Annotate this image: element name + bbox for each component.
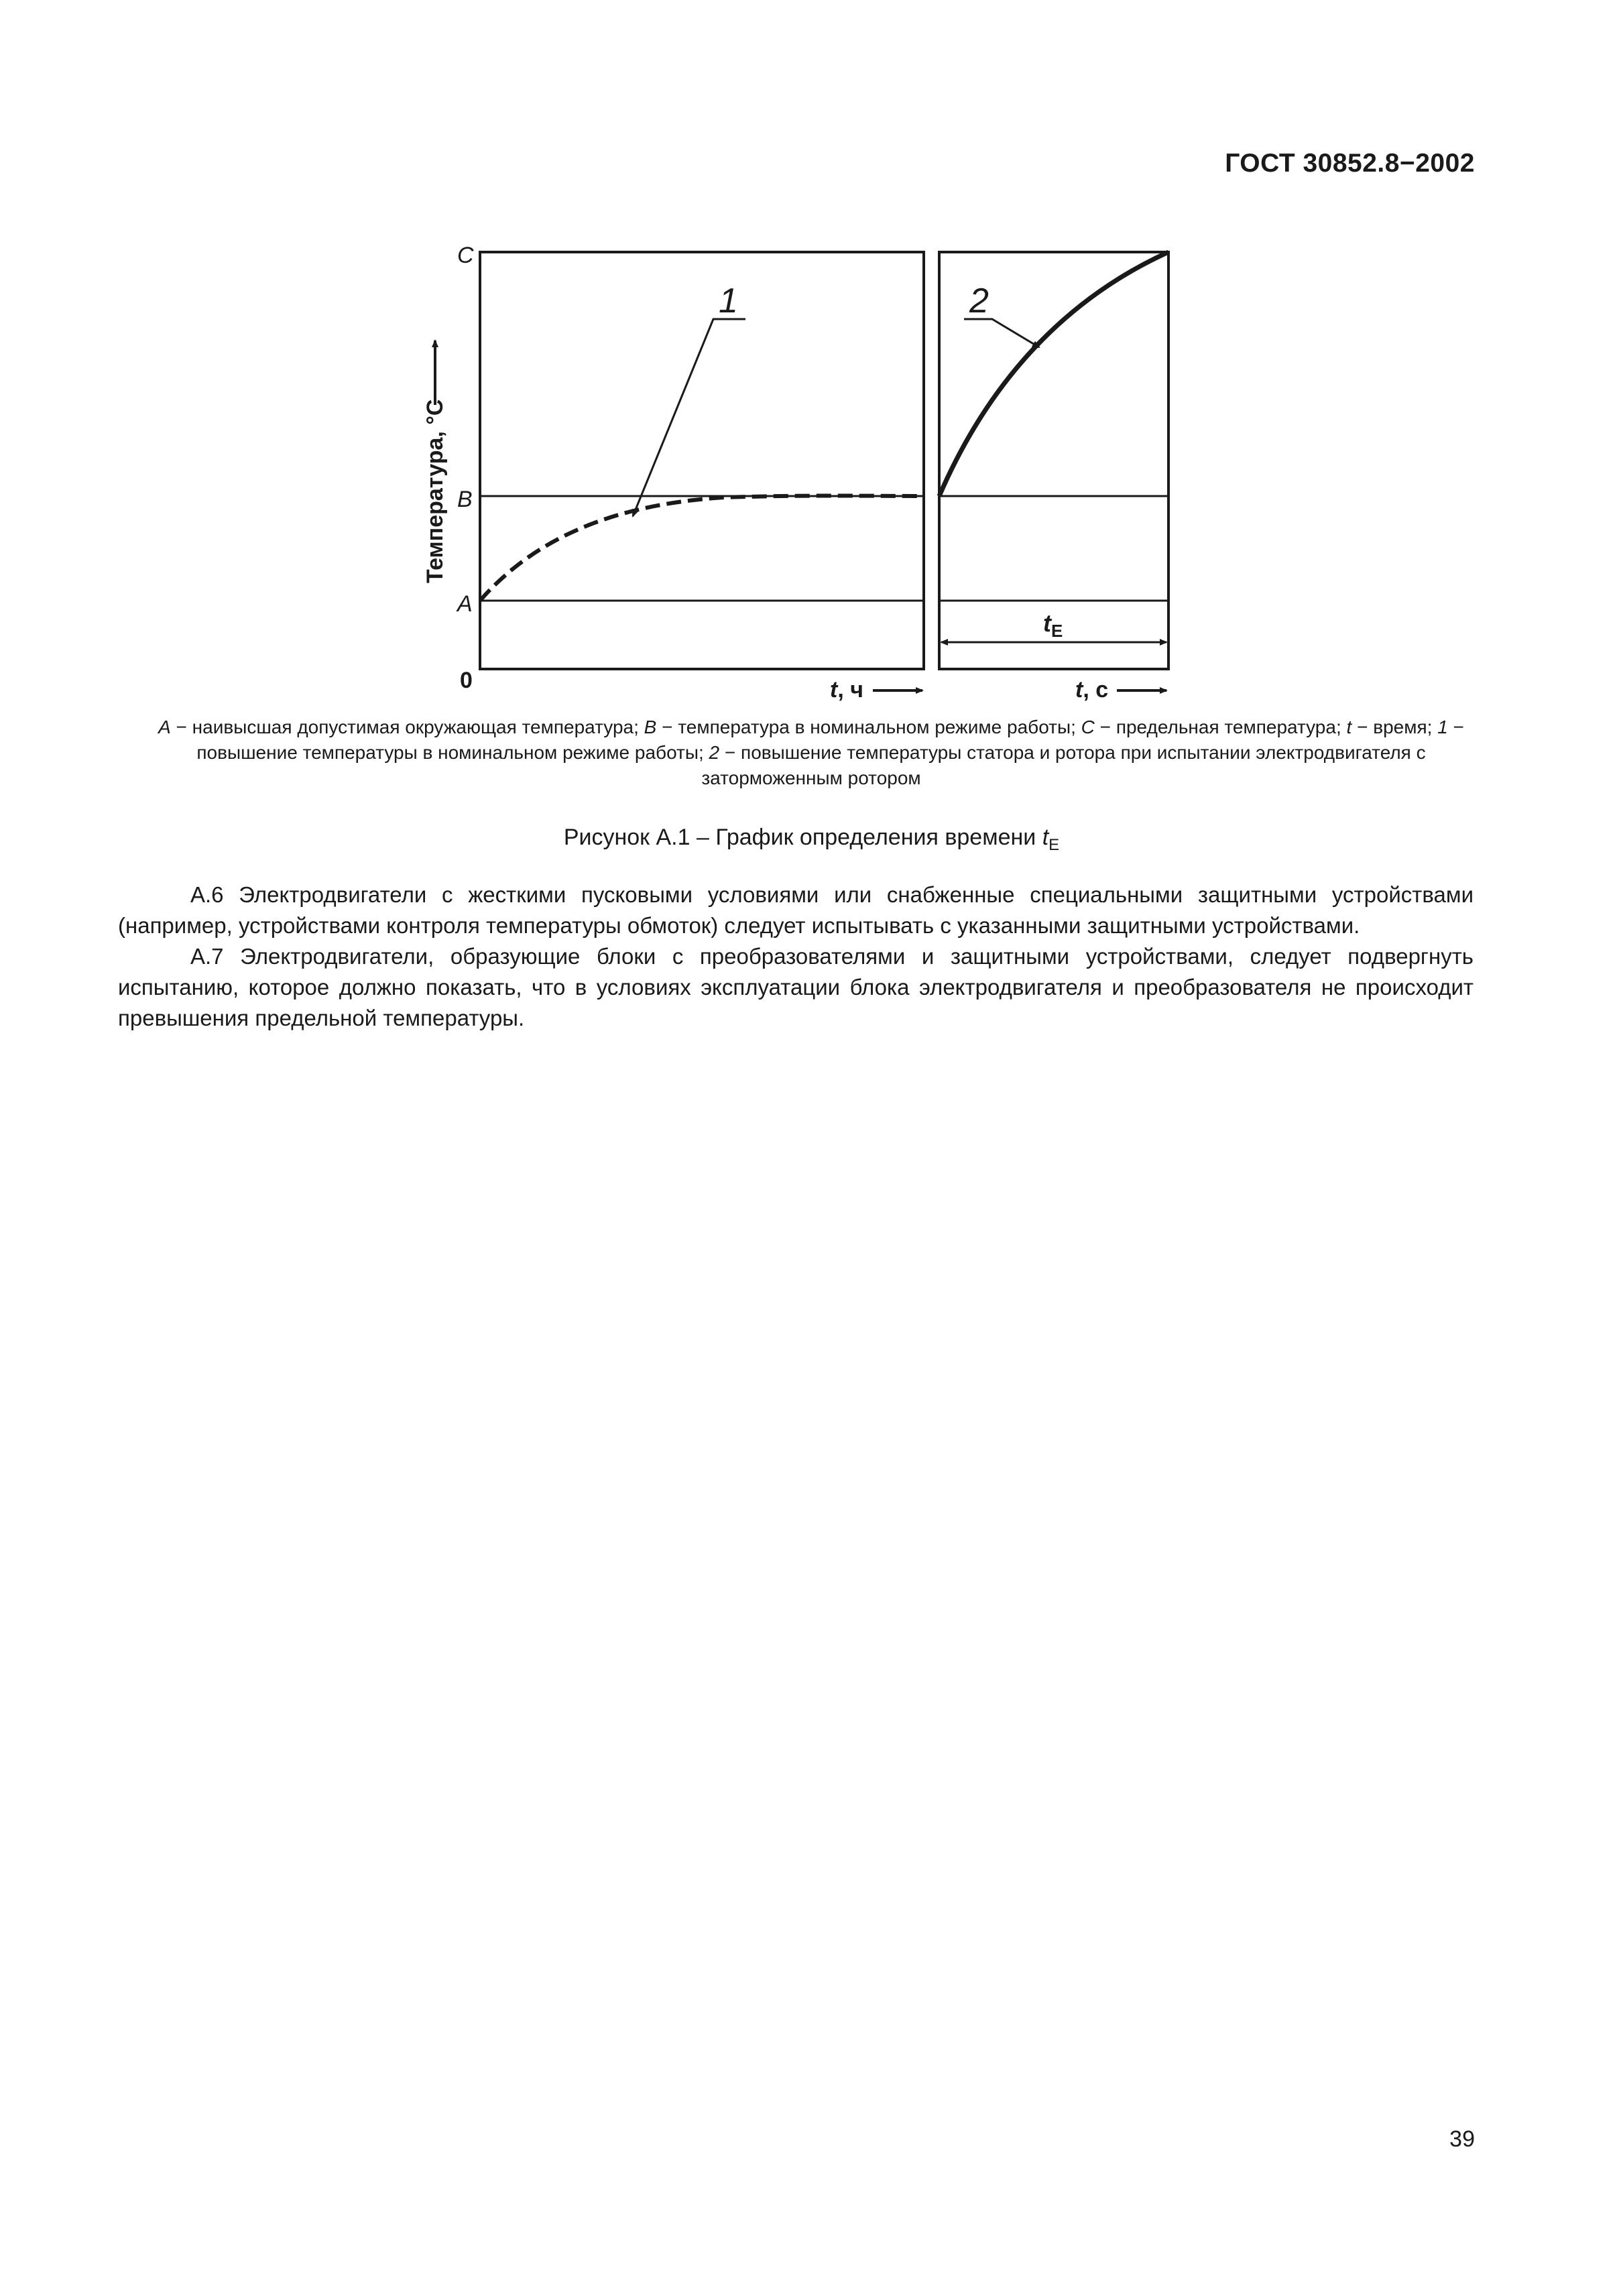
right-x-unit: , с <box>1083 677 1109 703</box>
te-label <box>1043 609 1063 641</box>
te-var: t <box>1043 609 1051 637</box>
figure-legend <box>154 715 1468 791</box>
right-x-var: t <box>1075 677 1083 703</box>
level-c-label: С <box>457 243 474 268</box>
legend-c-text: − предельная температура; <box>1094 717 1347 737</box>
y-axis-label: Температура, °С <box>422 399 448 583</box>
legend-1-key: 1 <box>1437 717 1448 737</box>
curve-1-dashed <box>480 496 924 601</box>
page-number: 39 <box>1449 2126 1475 2152</box>
leader-1 <box>633 319 745 516</box>
level-b-label: В <box>457 487 473 512</box>
legend-b-key: В <box>644 717 657 737</box>
level-a-label: А <box>457 591 473 617</box>
legend-1-text: − повышение температуры в номинальном режиме работы; <box>196 717 1464 763</box>
legend-c-key: С <box>1081 717 1095 737</box>
left-plot-frame <box>480 252 924 669</box>
paragraph-a7: А.7 Электродвигатели, образующие блоки с преобразователями и защитными устройствами, следует подвергнуть испытанию, которое должно показать, что в условиях эксплуатации блока электродвигателя и преобразователя не происходит превышения предельной температуры. <box>118 944 1474 1030</box>
temperature-time-figure <box>0 0 1623 737</box>
figure-title-prefix: Рисунок А.1 – График определения времени <box>563 825 1042 850</box>
legend-b-text: − температура в номинальном режиме работы; <box>656 717 1081 737</box>
left-x-axis-label <box>830 677 863 703</box>
left-x-unit: , ч <box>837 677 863 703</box>
paragraph-a6: А.6 Электродвигатели с жесткими пусковыми условиями или снабженные специальными защитными устройствами (например, устройствами контроля температуры обмоток) следует испытывать с указанными защитными устройствами. <box>118 882 1474 938</box>
curve-1-label: 1 <box>719 282 738 320</box>
left-x-var: t <box>830 677 838 703</box>
leader-2 <box>964 319 1039 347</box>
curve-2-label: 2 <box>969 282 989 320</box>
legend-2-key: 2 <box>709 742 720 763</box>
legend-2-text: − повышение температуры статора и ротора при испытании электродвигателя с заторможенным ротором <box>701 742 1426 788</box>
legend-t-key: t <box>1346 717 1352 737</box>
legend-t-text: − время; <box>1351 717 1438 737</box>
figure-title-sub: E <box>1048 835 1060 854</box>
te-sub: E <box>1051 621 1063 641</box>
right-x-axis-label <box>1075 677 1108 703</box>
standard-id-header: ГОСТ 30852.8−2002 <box>1225 149 1475 178</box>
origin-label: 0 <box>460 668 473 693</box>
figure-title-var: t <box>1042 825 1049 850</box>
legend-a-text: − наивысшая допустимая окружающая температура; <box>170 717 644 737</box>
figure-title <box>0 825 1623 855</box>
legend-a-key: А <box>158 717 171 737</box>
body-text <box>118 880 1474 1034</box>
